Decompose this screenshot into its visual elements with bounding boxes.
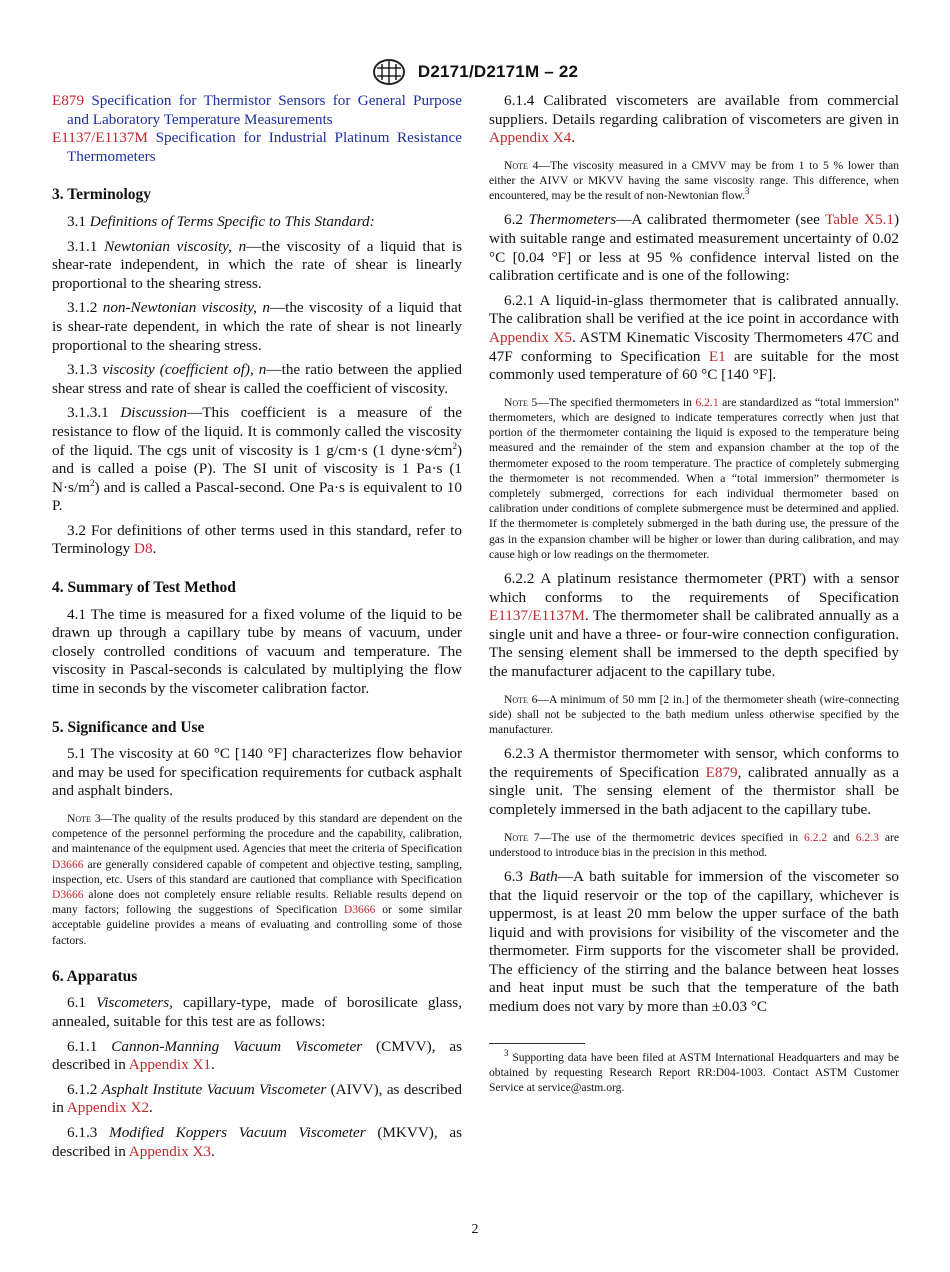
link-6-2-1[interactable]: 6.2.1 <box>695 395 719 409</box>
para-3-1-3: 3.1.3 viscosity (coefficient of), n—the ratio between the applied shear stress and rate of shear is called the coefficient of viscosity. <box>52 361 462 397</box>
para-6-1-3: 6.1.3 Modified Koppers Vacuum Viscometer (MKVV), as described in Appendix X3. <box>52 1123 462 1160</box>
link-e1137[interactable]: E1137/E1137M <box>489 607 585 625</box>
note-3: Note 3—The quality of the results produced by this standard are dependent on the competence of the personnel performing the procedure and the capability, calibration, and maintenance of the equipment used. Agencies that meet the criteria of Specification D3666 are generally considered capable of competent and objective testing, sampling, inspection, etc. Users of this standard are cautioned that compliance with Specification D3666 alone does not completely ensure reliable results. Reliable results depend on many factors; following the suggestions of Specification D3666 or some similar acceptable guideline provides a means of evaluating and controlling some of those factors. <box>52 812 463 947</box>
para-6-1-4: 6.1.4 Calibrated viscometers are available from commercial suppliers. Details regarding calibration of viscometers are given in Appendix X4. <box>489 92 899 147</box>
link-d3666[interactable]: D3666 <box>52 888 84 902</box>
para-3-2: 3.2 For definitions of other terms used in this standard, refer to Terminology D8. <box>52 521 462 558</box>
section-heading-apparatus: 6. Apparatus <box>52 967 138 985</box>
para-3-1: 3.1 Definitions of Terms Specific to This Standard: <box>67 212 375 230</box>
reference-e1137 <box>52 129 462 166</box>
para-6-1-1: 6.1.1 Cannon-Manning Vacuum Viscometer (CMVV), as described in Appendix X1. <box>52 1037 462 1074</box>
section-heading-summary: 4. Summary of Test Method <box>52 579 236 597</box>
page-number: 2 <box>471 1222 479 1237</box>
link-appendix-x1[interactable]: Appendix X1 <box>128 1056 212 1074</box>
link-appendix-x2[interactable]: Appendix X2 <box>66 1099 150 1117</box>
ref-title-e879[interactable]: Specification for Thermistor Sensors for General Purpose and Laboratory Temperature Measurements <box>67 92 462 128</box>
note-4: Note 4—The viscosity measured in a CMVV may be from 1 to 5 % lower than either the AIVV or MKVV having the same viscosity range. This difference, when encountered, may be the result of non-Newtonian flow.$^3$ <box>489 158 899 203</box>
link-6-2-2[interactable]: 6.2.2 <box>803 830 828 844</box>
page-header <box>0 58 950 86</box>
section-heading-significance: 5. Significance and Use <box>52 718 205 736</box>
para-5-1: 5.1 The viscosity at 60 °C [140 °F] characterizes flow behavior and may be used for specification requirements for cutback asphalt and asphalt binders. <box>52 745 462 800</box>
footnote-divider <box>489 1043 585 1044</box>
para-6-2: 6.2 Thermometers—A calibrated thermometer (see Table X5.1) with suitable range and estimated measurement uncertainty of 0.02 °C [0.04 °F] or less at 95 % confidence interval listed on the calibration certificate and is one of the following: <box>489 211 900 285</box>
ref-title-e1137[interactable]: Specification for Industrial Platinum Resistance Thermometers <box>67 129 462 165</box>
link-appendix-x4[interactable]: Appendix X4 <box>489 129 572 147</box>
para-6-1: 6.1 Viscometers, capillary-type, made of borosilicate glass, annealed, suitable for this test are as follows: <box>52 994 462 1031</box>
para-3-1-1: 3.1.1 Newtonian viscosity, n—the viscosity of a liquid that is shear-rate independent, in which the rate of shear is linearly proportional to the shearing stress. <box>52 237 462 292</box>
note-7: Note 7—The use of the thermometric devices specified in 6.2.2 and 6.2.3 are understood to introduce bias in the precision in this method. <box>489 830 899 859</box>
link-appendix-x3[interactable]: Appendix X3 <box>128 1142 212 1160</box>
astm-logo-icon <box>372 58 406 86</box>
link-e1[interactable]: E1 <box>708 347 726 365</box>
link-d3666[interactable]: D3666 <box>52 857 84 871</box>
para-6-2-2: 6.2.2 A platinum resistance thermometer (PRT) with a sensor which conforms to the requirements of Specification E1137/E1137M. The thermometer shall be calibrated annually as a single unit and have a three- or four-wire connection configuration. The sensing element shall be immersed to the depth specified by the manufacturer adjacent to the capillary tube. <box>489 569 899 680</box>
document-code: D2171/D2171M – 22 <box>417 62 579 81</box>
note-5: Note 5—The specified thermometers in 6.2.1 are standardized as “total immersion” thermometers, which are designed to indicate temperatures correctly when just that portion of the thermometer containing the liquid is exposed to the temperature being measured and the remainder of the stem and expansion chamber at the top of the thermometer exposed to the room temperature. The practice of completely submerging the thermometer is not recommended. When a “total immersion” thermometer is completely submerged, corrections for each individual thermometer based on calibration under conditions of complete submergence must be determined and applied. If the thermometer is completely submerged in the bath during use, the pressure of the gas in the expansion chamber will be higher or lower than during calibration, and may cause high or low readings on the thermometer. <box>489 395 899 561</box>
link-d8[interactable]: D8 <box>134 540 153 558</box>
para-6-3: 6.3 Bath—A bath suitable for immersion of the viscometer so that the liquid reservoir or the top of the capillary, whichever is uppermost, is at least 20 mm below the upper surface of the bath liquid and with provisions for visibility of the viscometer and the thermometer. Firm supports for the viscometer shall be provided. The efficiency of the stirring and the balance between heat losses and heat input must be such that the temperature of the bath medium does not vary by more than ±0.03 °C <box>489 867 900 1016</box>
para-3-1-3-1: 3.1.3.1 Discussion—This coefficient is a measure of the resistance to flow of the liquid. It is commonly called the viscosity of the liquid. The cgs unit of viscosity is 1 g/cm·s (1 $dyne\cdot s⁄cm^2$) and is called a poise (P). The SI unit of viscosity is 1 Pa·s (1 $N\cdot s/m^2$) and is called a Pascal-second. One Pa·s is equivalent to 10 P. <box>52 404 462 515</box>
ref-link-e879[interactable]: E879 <box>52 92 85 109</box>
link-appendix-x5[interactable]: Appendix X5 <box>489 328 572 346</box>
link-e879[interactable]: E879 <box>705 763 738 781</box>
para-6-2-3: 6.2.3 A thermistor thermometer with sensor, which conforms to the requirements of Specification E879, calibrated annually as a single unit. The sensing element of the thermistor shall be completely immersed in the bath adjacent to the capillary tube. <box>489 745 899 818</box>
link-d3666[interactable]: D3666 <box>343 903 376 917</box>
ref-link-e1137[interactable]: E1137/E1137M <box>52 129 148 147</box>
section-heading-terminology: 3. Terminology <box>52 186 152 204</box>
footnote-3: $^3$ Supporting data have been filed at ASTM International Headquarters and may be obtained by requesting Research Report RR:D04-1003. Contact ASTM Customer Service at service@astm.org. <box>489 1047 899 1094</box>
note-6: Note 6—A minimum of 50 mm [2 in.] of the thermometer sheath (wire-connecting side) shall not be subjected to the bath medium unless otherwise specified by the manufacturer. <box>489 692 899 736</box>
para-6-1-2: 6.1.2 Asphalt Institute Vacuum Viscometer (AIVV), as described in Appendix X2. <box>52 1080 463 1117</box>
para-3-1-2: 3.1.2 non-Newtonian viscosity, n—the viscosity of a liquid that is shear-rate dependent, in which the rate of shear is not linearly proportional to the shearing stress. <box>52 299 462 354</box>
link-table-x5-1[interactable]: Table X5.1 <box>825 211 894 229</box>
left-column <box>52 92 462 1167</box>
right-column <box>489 92 899 1095</box>
para-6-2-1: 6.2.1 A liquid-in-glass thermometer that is calibrated annually. The calibration shall be verified at the ice point in accordance with Appendix X5. ASTM Kinematic Viscosity Thermometers 47C and 47F conforming to Specification E1 are suitable for the most commonly used temperature of 60 °C [140 °F]. <box>489 291 900 384</box>
para-4-1: 4.1 The time is measured for a fixed volume of the liquid to be drawn up through a capillary tube by means of vacuum, under closely controlled conditions of vacuum and temperature. The viscosity in Pascal-seconds is calculated by multiplying the flow time in seconds by the viscometer calibration factor. <box>52 605 462 698</box>
reference-e879 <box>52 92 462 129</box>
link-6-2-3[interactable]: 6.2.3 <box>855 830 879 844</box>
